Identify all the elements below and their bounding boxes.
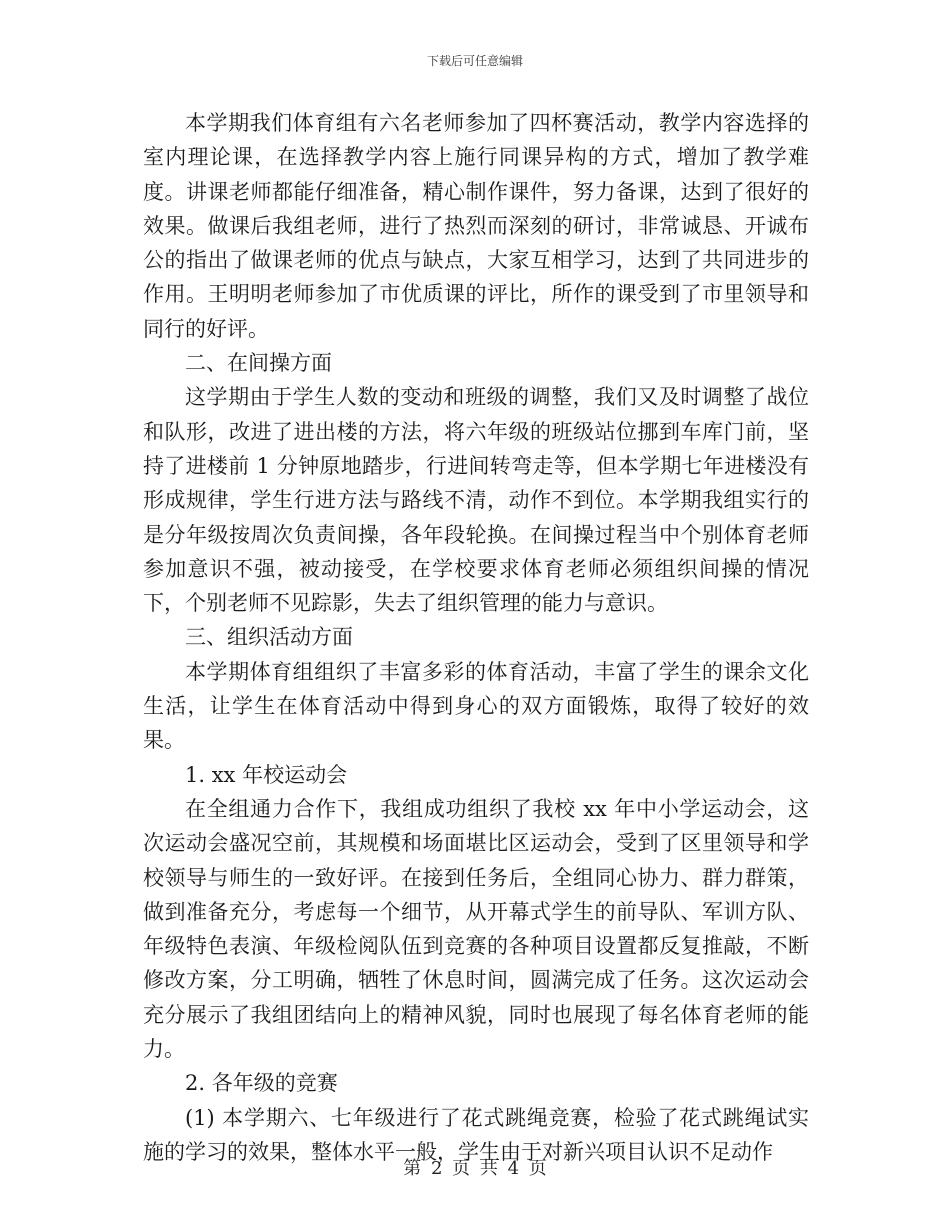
subheading-grade-contests: 2. 各年级的竞赛 xyxy=(185,1071,338,1096)
section-heading-exercise: 二、在间操方面 xyxy=(185,351,332,376)
paragraph-sports-meet: 在全组通力合作下，我组成功组织了我校 xx 年中小学运动会，这次运动会盛况空前，其规模和场面堪比区运动会，受到了区里领导和学校领导与师生的一致好评。在接到任务后，全组同心协力、群力群策，做到准备充分，考虑每一个细节，从开幕式学生的前导队、军训方队、年级特色表演、年级检阅队伍到竞赛的各种项目设置都反复推敲，不断修改方案，分工明确，牺牲了休息时间，圆满完成了任务。这次运动会充分展示了我组团结向上的精神风貌，同时也展现了每名体育老师的能力。 xyxy=(143,796,809,1062)
paragraph-exercise: 这学期由于学生人数的变动和班级的调整，我们又及时调整了战位和队形，改进了进出楼的方法，将六年级的班级站位挪到车库门前，坚持了进楼前 1 分钟原地踏步，行进间转弯走等，但本学期七年进楼没有形成规律，学生行进方法与路线不清，动作不到位。本学期我组实行的是分年级按周次负责间操，各年段轮换。在间操过程当中个别体育老师参加意识不强，被动接受，在学校要求体育老师必须组织间操的情况下，个别老师不见踪影，失去了组织管理的能力与意识。 xyxy=(143,385,809,616)
subheading-sports-meet: 1. xx 年校运动会 xyxy=(185,762,348,787)
page-header: 下载后可任意编辑 xyxy=(426,54,523,68)
paragraph-four-cup-contest: 本学期我们体育组有六名老师参加了四杯赛活动，教学内容选择的室内理论课，在选择教学内容上施行同课异构的方式，增加了教学难度。讲课老师都能仔细准备，精心制作课件，努力备课，达到了很好的效果。做课后我组老师，进行了热烈而深刻的研讨，非常诚恳、开诚布公的指出了做课老师的优点与缺点，大家互相学习，达到了共同进步的作用。王明明老师参加了市优质课的评比，所作的课受到了市里领导和同行的好评。 xyxy=(143,111,809,341)
paragraph-activities-intro: 本学期体育组组织了丰富多彩的体育活动，丰富了学生的课余文化生活，让学生在体育活动中得到身心的双方面锻炼，取得了较好的效果。 xyxy=(143,659,809,753)
section-heading-activities: 三、组织活动方面 xyxy=(185,625,353,650)
page-footer: 第 2 页 共 4 页 xyxy=(403,1158,547,1179)
document-body xyxy=(143,106,809,1169)
paragraph-rope-skipping: (1) 本学期六、七年级进行了花式跳绳竞赛，检验了花式跳绳试实施的学习的效果，整体水平一般，学生由于对新兴项目认识不足动作 xyxy=(143,1105,809,1164)
